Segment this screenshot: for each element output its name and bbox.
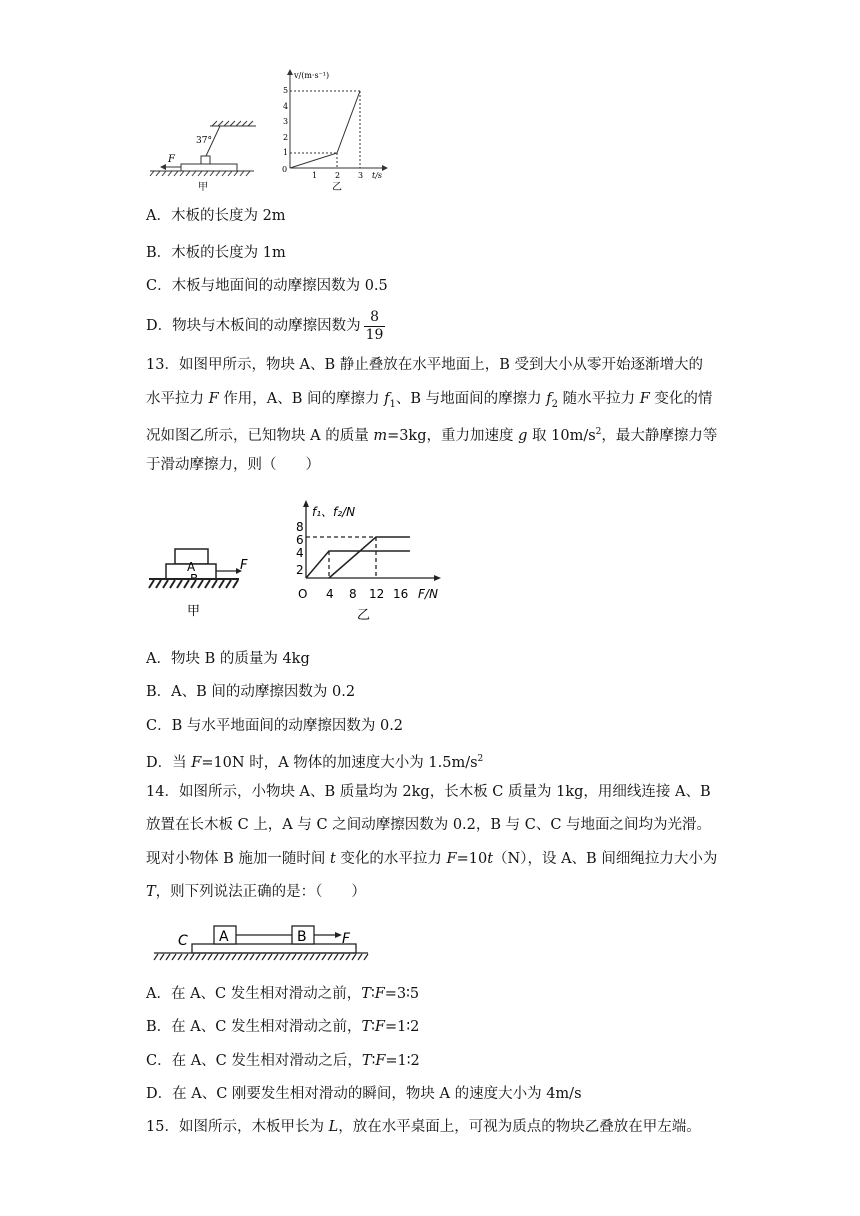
text: ，放在水平桌面上，可视为质点的物块乙叠放在甲左端。 <box>338 1119 701 1135</box>
y-axis-arrow <box>303 500 309 507</box>
label-yi: 乙 <box>357 608 371 623</box>
y-tick: 2 <box>296 563 304 577</box>
y-tick: 1 <box>283 148 289 157</box>
f1-curve <box>306 551 410 578</box>
q13-stem-line3 <box>146 422 717 446</box>
superscript: 2 <box>595 427 602 437</box>
q15-stem-line1 <box>146 1117 701 1137</box>
small-block <box>201 156 210 164</box>
var-f2: f <box>546 391 552 407</box>
q14-option-d[interactable]: D．在 A、C 刚要发生相对滑动的瞬间，物块 A 的速度大小为 4m/s <box>146 1086 582 1102</box>
angle-label: 37° <box>196 136 212 146</box>
label-b: B <box>297 929 307 945</box>
y-tick: 2 <box>283 133 289 142</box>
var-tension: T <box>361 986 371 1002</box>
q13-stem-line2 <box>146 389 712 415</box>
q13-option-c[interactable]: C．B 与水平地面间的动摩擦因数为 0.2 <box>146 718 404 734</box>
var-f: F <box>374 1019 385 1035</box>
x-axis-arrow <box>382 165 388 171</box>
q12-figure <box>148 64 398 192</box>
ground <box>150 171 254 176</box>
q14-figure <box>152 920 372 966</box>
q14-option-c[interactable] <box>146 1051 420 1071</box>
q12-option-b[interactable]: B．木板的长度为 1m <box>146 245 286 261</box>
var-tension: T <box>146 884 156 900</box>
force-label: F <box>342 931 351 947</box>
label-yi: 乙 <box>332 182 342 192</box>
x-tick: 8 <box>349 587 357 601</box>
friction-graph <box>296 500 441 623</box>
text: 15．如图所示，木板甲长为 <box>146 1119 329 1135</box>
var-g: g <box>518 427 528 444</box>
subscript: 1 <box>389 398 396 410</box>
var-t: t <box>487 851 494 867</box>
vt-graph <box>282 69 388 192</box>
q13-stem-line1: 13．如图甲所示，物块 A、B 静止叠放在水平地面上，B 受到大小从零开始逐渐增大的 <box>146 357 704 373</box>
text: 、B 与地面间的摩擦力 <box>395 391 547 407</box>
q13-option-a[interactable]: A．物块 B 的质量为 4kg <box>146 651 310 667</box>
q13-stem-line4: 于滑动摩擦力，则（ ） <box>146 457 320 473</box>
x-tick: 1 <box>312 171 318 180</box>
fraction-numerator: 8 <box>364 309 386 327</box>
label-jia: 甲 <box>187 604 201 619</box>
var-f: F <box>191 754 202 771</box>
text: =1∶2 <box>384 1019 420 1035</box>
text: ，则下列说法正确的是：（ ） <box>155 884 366 900</box>
var-l: L <box>328 1119 339 1135</box>
origin-label: O <box>298 587 308 601</box>
fraction-denominator: 19 <box>365 326 384 343</box>
text: B．在 A、C 发生相对滑动之前， <box>146 1019 362 1035</box>
y-tick: 5 <box>283 86 289 95</box>
superscript: 2 <box>477 754 484 764</box>
ceiling <box>210 121 256 126</box>
x-tick: 12 <box>369 587 385 601</box>
var-f: F <box>374 986 385 1002</box>
subscript: 2 <box>551 398 559 410</box>
q14-stem-line2: 放置在长木板 C 上，A 与 C 之间动摩擦因数为 0.2，B 与 C、C 与地面之间均为光滑。 <box>146 817 712 833</box>
x-tick: 16 <box>393 587 409 601</box>
y-axis-label: f₁、f₂/N <box>312 505 356 519</box>
force-arrowhead <box>160 164 166 170</box>
q13-option-d[interactable] <box>146 749 483 773</box>
x-tick: 3 <box>358 171 364 180</box>
text: 随水平拉力 <box>558 391 640 407</box>
y-axis-label: v/(m·s⁻¹) <box>294 71 330 80</box>
var-tension: T <box>361 1053 372 1069</box>
label-jia: 甲 <box>198 182 208 192</box>
q13-option-b[interactable]: B．A、B 间的动摩擦因数为 0.2 <box>146 684 356 700</box>
var-m: m <box>373 427 388 444</box>
var-f: F <box>446 851 457 867</box>
q12-option-d[interactable] <box>146 304 385 348</box>
var-tension: T <box>361 1019 372 1035</box>
text: =1∶2 <box>385 1053 420 1069</box>
y-tick: 6 <box>296 533 304 547</box>
q14-option-b[interactable] <box>146 1017 419 1037</box>
text: =10N 时，A 物体的加速度大小为 1.5m/s <box>201 754 478 771</box>
q13-figure <box>146 494 456 630</box>
q12-option-d-text: D．物块与木板间的动摩擦因数为 <box>146 318 361 334</box>
q14-stem-line4 <box>146 882 366 902</box>
fraction <box>364 309 386 344</box>
origin-label: 0 <box>282 165 288 174</box>
var-f: F <box>208 391 219 407</box>
x-axis-label: t/s <box>372 171 383 180</box>
var-f: F <box>639 391 650 407</box>
y-tick: 3 <box>283 117 289 126</box>
text: 现对小物体 B 施加一随时间 <box>146 851 330 867</box>
text: 水平拉力 <box>146 391 209 407</box>
text: 变化的水平拉力 <box>335 851 447 867</box>
label-c: C <box>178 933 188 949</box>
text: ∶ <box>370 986 375 1002</box>
block-a-label: A <box>187 560 196 574</box>
text: ，最大静摩擦力等 <box>601 427 718 444</box>
y-tick: 4 <box>283 102 289 111</box>
q12-option-a[interactable]: A．木板的长度为 2m <box>146 208 286 224</box>
force-label: F <box>240 558 248 573</box>
text: A．在 A、C 发生相对滑动之前， <box>146 986 362 1002</box>
text: =3kg，重力加速度 <box>387 427 519 444</box>
y-tick: 8 <box>296 520 304 534</box>
velocity-curve <box>290 91 360 168</box>
x-axis-arrow <box>434 575 441 581</box>
var-t: t <box>329 851 336 867</box>
text: （N），设 A、B 间细绳拉力大小为 <box>493 851 718 867</box>
text: =10 <box>456 851 488 867</box>
text: =3∶5 <box>384 986 420 1002</box>
text: 变化的情 <box>649 391 713 407</box>
text: 况如图乙所示，已知物块 A 的质量 <box>146 427 374 444</box>
x-tick: 2 <box>335 171 341 180</box>
text: 取 10m/s <box>527 427 596 444</box>
x-tick: 4 <box>326 587 334 601</box>
text: 作用，A、B 间的摩擦力 <box>218 391 385 407</box>
board-c <box>192 944 356 953</box>
board <box>181 164 237 171</box>
y-axis-arrow <box>287 69 293 75</box>
text: ∶ <box>371 1053 376 1069</box>
q12-option-c[interactable]: C．木板与地面间的动摩擦因数为 0.5 <box>146 278 388 294</box>
text: ∶ <box>371 1019 375 1035</box>
q14-option-a[interactable] <box>146 984 419 1004</box>
text: C．在 A、C 发生相对滑动之后， <box>146 1053 362 1069</box>
x-axis-label: F/N <box>418 587 438 601</box>
y-tick: 4 <box>296 546 304 560</box>
var-f: F <box>375 1053 386 1069</box>
var-f1: f <box>384 391 390 407</box>
stacked-blocks <box>149 549 248 619</box>
f2-curve <box>329 537 410 578</box>
q14-stem-line3 <box>146 849 717 869</box>
force-arrowhead <box>335 932 342 938</box>
label-a: A <box>219 929 229 945</box>
text: D．当 <box>146 754 192 771</box>
force-label: F <box>168 154 175 165</box>
q14-stem-line1: 14．如图所示，小物块 A、B 质量均为 2kg，长木板 C 质量为 1kg，用细线连接 A、B <box>146 784 711 800</box>
